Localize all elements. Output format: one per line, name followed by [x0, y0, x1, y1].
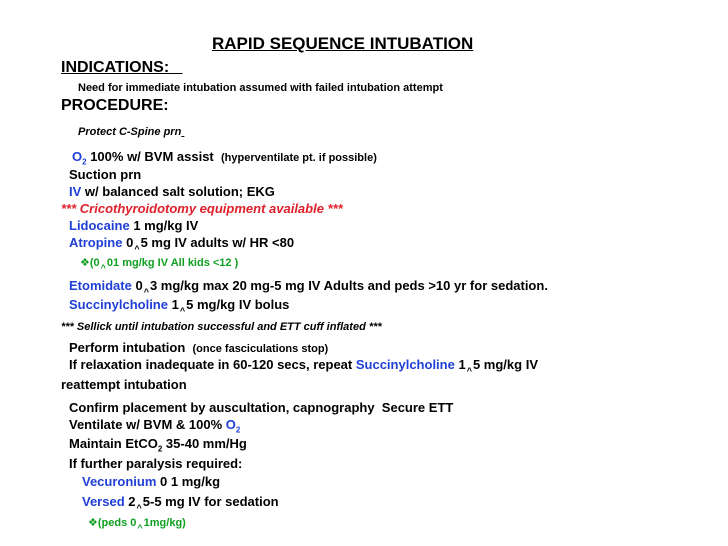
diamond-bullet-icon: ❖ — [88, 517, 98, 529]
versed-drug: Versed — [82, 494, 125, 509]
succinylcholine-drug: Succinylcholine — [69, 297, 168, 312]
ventilate-line: Ventilate w/ BVM & 100% $O_2$ — [69, 417, 241, 435]
spine-line: Protect C-Spine prn — [78, 126, 182, 138]
cric-warning: *** Cricothyroidotomy equipment available *** — [61, 201, 343, 216]
atropine-line: Atropine $0_{\^{}}5$ mg IV adults w/ HR <80 — [69, 235, 295, 254]
vecuronium-line: Vecuronium 0 1 mg/kg — [82, 474, 221, 489]
etomidate-drug: Etomidate — [69, 278, 132, 293]
procedure-heading: PROCEDURE: — [61, 97, 169, 114]
atropine-drug: Atropine — [69, 235, 123, 250]
etco2-line: Maintain EtCO$_2$ 35-40 mm/Hg — [69, 436, 247, 454]
versed-peds-line: ❖(peds $0_{\^{}}1mg/kg$) — [88, 517, 186, 533]
diamond-bullet-icon: ❖ — [80, 257, 90, 269]
suction-line: Suction prn — [69, 167, 142, 182]
indications-text: Need for immediate intubation assumed with failed intubation attempt — [78, 82, 443, 94]
relaxation-line: If relaxation inadequate in 60-120 secs, repeat Succinylcholine $1_{\^{}}5$ mg/kg IV — [69, 357, 538, 376]
vecuronium-drug: Vecuronium — [82, 474, 157, 489]
reattempt-line: reattempt intubation — [61, 377, 187, 392]
etomidate-line: Etomidate $0_{\^{}}3$ mg/kg max 20 mg-5 mg IV Adults and peds >10 yr for sedation. — [69, 278, 548, 297]
versed-line: Versed $2_{\^{}}5-5$ mg IV for sedation — [82, 494, 279, 513]
confirm-line: Confirm placement by auscultation, capnography Secure ETT — [69, 400, 454, 415]
iv-drug: IV — [69, 184, 82, 199]
o2-ventilate-drug: O — [225, 417, 236, 432]
perform-line: Perform intubation (once fasciculations stop) — [69, 340, 329, 355]
atropine-kids-line: $❖(0_{\^{}}01$ mg/kg IV All kids <12 ) — [80, 257, 239, 273]
succinylcholine-line: Succinylcholine $1_{\^{}}5$ mg/kg IV bolus — [69, 297, 290, 316]
lidocaine-drug: Lidocaine — [69, 218, 130, 233]
lidocaine-line: Lidocaine 1 mg/kg IV — [69, 218, 199, 233]
o2-line: $O_2$ 100% w/ BVM assist (hyperventilate pt. if possible) — [72, 149, 377, 167]
sellick-note: *** Sellick until intubation successful and ETT cuff inflated *** — [61, 321, 382, 333]
page-title: RAPID SEQUENCE INTUBATION — [212, 34, 474, 53]
indications-heading: INDICATIONS: — [61, 59, 170, 76]
iv-line: IV w/ balanced salt solution; EKG — [69, 184, 275, 199]
succinylcholine-repeat-drug: Succinylcholine — [355, 357, 455, 372]
further-paralysis-line: If further paralysis required: — [69, 456, 243, 471]
o2-drug: O — [72, 149, 83, 164]
